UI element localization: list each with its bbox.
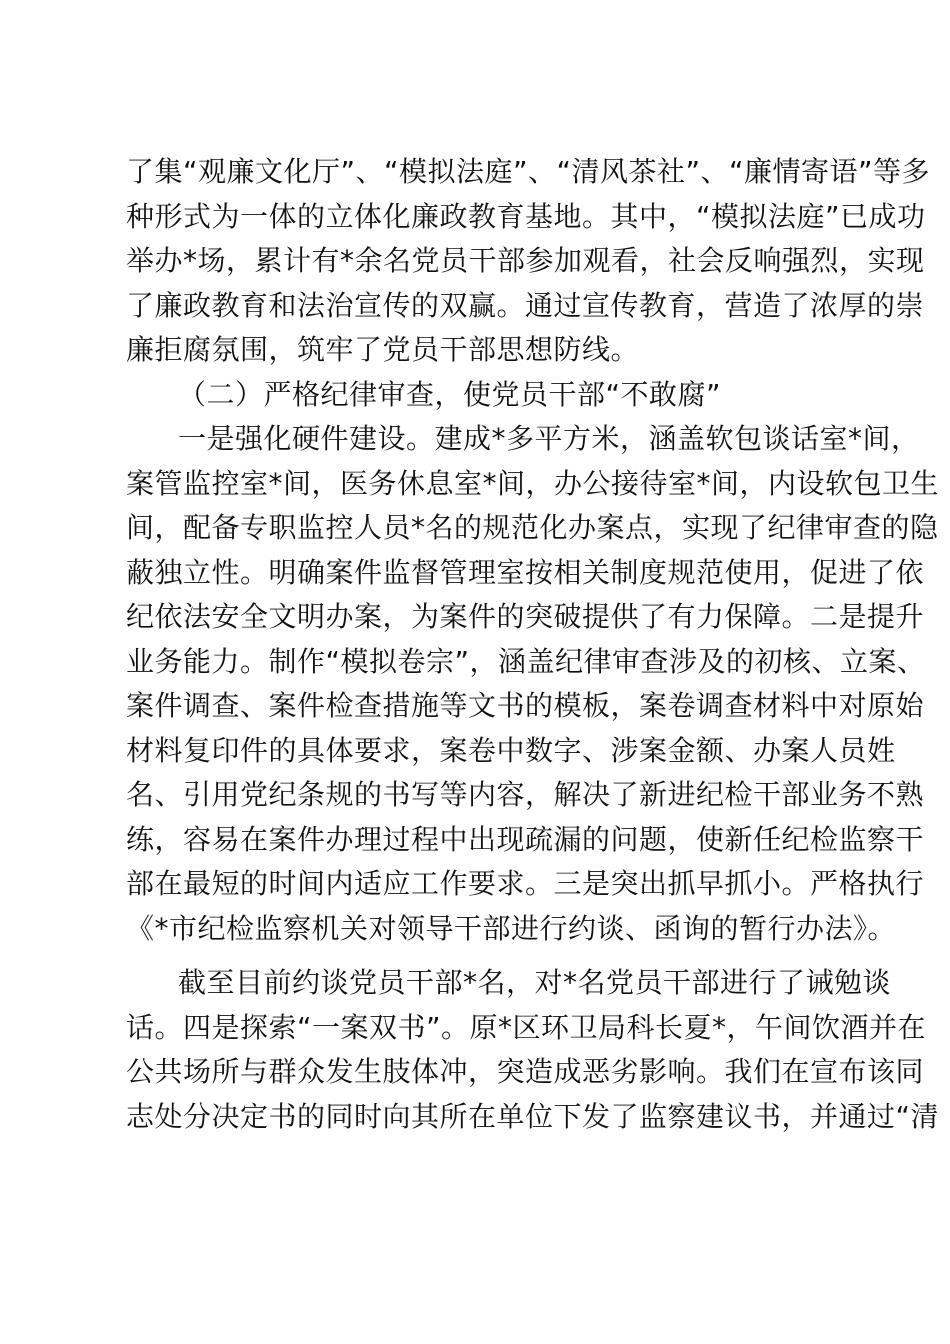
document-body (126, 150, 940, 1139)
paragraph-line: 一是强化硬件建设。建成*多平方米，涵盖软包谈话室*间， (178, 422, 920, 455)
paragraph-line: 纪依法安全文明办案，为案件的突破提供了有力保障。二是提升 (126, 600, 925, 633)
paragraph-line: 蔽独立性。明确案件监督管理室按相关制度规范使用，促进了依 (126, 555, 925, 589)
paragraph-line: 案管监控室*间，医务休息室*间，办公接待室*间，内设软包卫生 (126, 466, 940, 500)
paragraph-line: 话。四是探索“一案双书”。原*区环卫局科长夏*，午间饮酒并在 (126, 1010, 927, 1044)
paragraph-2 (126, 417, 940, 951)
paragraph-line: 名、引用党纪条规的书写等内容，解决了新进纪检干部业务不熟 (126, 778, 925, 811)
paragraph-line: 案件调查、案件检查措施等文书的模板，案卷调查材料中对原始 (126, 689, 925, 722)
section-heading-text: （二）严格纪律审查，使党员干部“不敢腐” (178, 377, 722, 411)
paragraph-line: 截至目前约谈党员干部*名，对*名党员干部进行了诫勉谈 (178, 966, 892, 999)
paragraph-line: 材料复印件的具体要求，案卷中数字、涉案金额、办案人员姓 (126, 733, 896, 767)
paragraph-line: 了廉政教育和法治宣传的双赢。通过宣传教育，营造了浓厚的崇 (126, 288, 925, 322)
paragraph-line: 间，配备专职监控人员*名的规范化办案点，实现了纪律审查的隐 (126, 511, 939, 544)
paragraph-1 (126, 150, 931, 373)
section-heading (126, 373, 836, 418)
paragraph-line: 志处分决定书的同时向其所在单位下发了监察建议书，并通过“清 (126, 1099, 940, 1133)
paragraph-3 (126, 961, 940, 1139)
paragraph-line: 练，容易在案件办理过程中出现疏漏的问题，使新任纪检监察干 (126, 822, 925, 856)
paragraph-line: 廉拒腐氛围，筑牢了党员干部思想防线。 (126, 333, 640, 366)
paragraph-line: 公共场所与群众发生肢体冲，突造成恶劣影响。我们在宣布该同 (126, 1055, 925, 1088)
paragraph-line: 业务能力。制作“模拟卷宗”，涵盖纪律审查涉及的初核、立案、 (126, 644, 926, 678)
paragraph-line: 《*市纪检监察机关对领导干部进行约谈、函询的暂行办法》。 (126, 911, 897, 945)
paragraph-line: 种形式为一体的立体化廉政教育基地。其中，“模拟法庭”已成功 (126, 199, 926, 233)
paragraph-line: 了集“观廉文化厅”、“模拟法庭”、“清风茶社”、“廉情寄语”等多 (126, 155, 931, 188)
paragraph-line: 部在最短的时间内适应工作要求。三是突出抓早抓小。严格执行 (126, 867, 925, 900)
paragraph-line: 举办*场，累计有*余名党员干部参加观看，社会反响强烈，实现 (126, 244, 925, 277)
